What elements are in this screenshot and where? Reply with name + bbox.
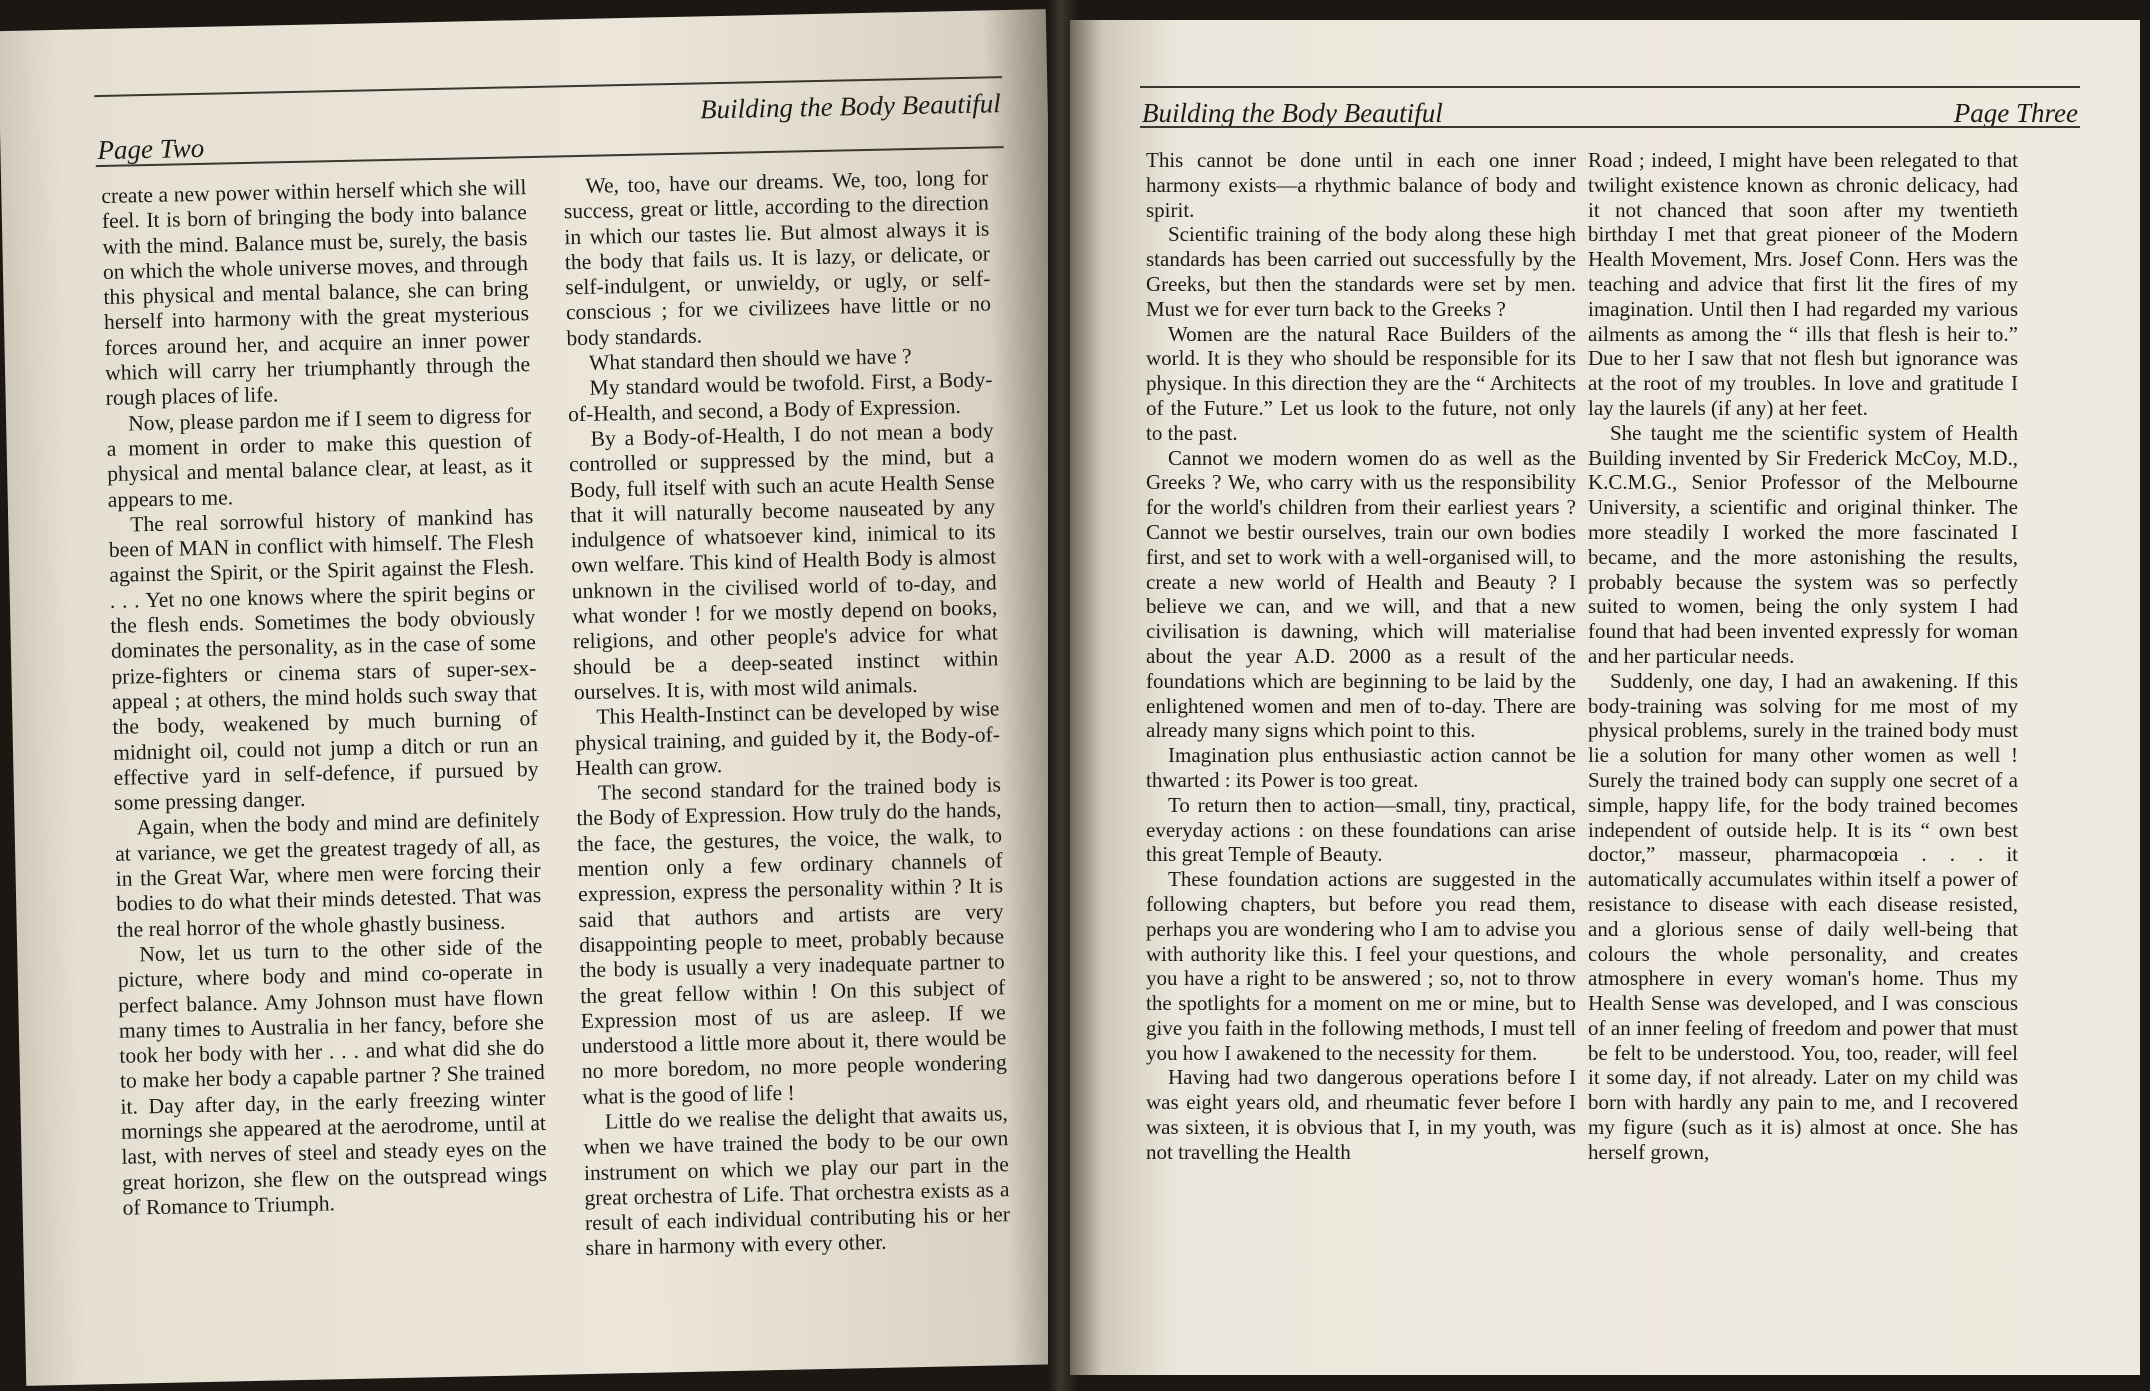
paragraph: Imagination plus enthusiastic action cannot be thwarted : its Power is too great. — [1146, 743, 1576, 792]
running-title: Building the Body Beautiful — [699, 88, 1001, 125]
paragraph: Cannot we modern women do as well as the Greeks ? We, who carry with us the responsibility for the world's children from their earliest years ? Cannot we bestir ourselves, train our own bodies first, and set to work with a well-organised will, to create a new world of Health and Beauty ? I believe we can, and we will, and that a new civilisation is dawning, which will materialise about the year A.D. 2000 as a result of the foundations which are beginning to be laid by the enlightened women and men of to-day. There are already many signs which point to this. — [1146, 445, 1576, 743]
paragraph: This Health-Instinct can be developed by wise physical training, and guided by it, the Body-of-Health can grow. — [574, 696, 1001, 781]
column-2 — [1588, 148, 2018, 1165]
column-2 — [563, 165, 1011, 1261]
paragraph: We, too, have our dreams. We, too, long for success, great or little, according to the direction in which our tastes lie. But almost always it is the body that fails us. It is lazy, or delicate, or self-indulgent, or unwieldy, or ugly, or self-conscious ; for we civilizees have little or no body standards. — [563, 165, 992, 351]
paragraph: Having had two dangerous operations before I was eight years old, and rheumatic fever before I was sixteen, it is obvious that I, in my youth, was not travelling the Health — [1146, 1065, 1576, 1164]
right-page-header — [1140, 68, 2080, 160]
left-page — [0, 9, 1074, 1386]
column-1 — [1146, 148, 1576, 1165]
paragraph: She taught me the scientific system of Health Building invented by Sir Frederick McCoy, M.D., K.C.M.G., Senior Professor of the Melbourne University, a scientific and original thinker. The more steadily I worked the more fascinated I became, and the more astonishing the results, probably because the system was so perfectly suited to women, being the only system I had found that had been invented expressly for woman and her particular needs. — [1588, 420, 2018, 668]
paragraph: Again, when the body and mind are definitely at variance, we get the greatest tragedy of all, as in the Great War, where men were forcing their bodies to do what their minds detested. That was the real horror of the whole ghastly business. — [114, 807, 542, 942]
paragraph: My standard would be twofold. First, a Body-of-Health, and second, a Body of Expression. — [567, 367, 993, 426]
paragraph: The real sorrowful history of mankind has been of MAN in conflict with himself. The Flesh against the Spirit, or the Spirit against the Flesh. . . . Yet no one knows where the spirit begins or the flesh ends. Sometimes the body obviously dominates the personality, as in the case of some prize-fighters or cinema stars of super-sex-appeal ; at others, the mind holds such sway that the body, weakened by much burning of midnight oil, could not jump a ditch or run an effective yard in self-defence, if pursued by some pressing danger. — [108, 503, 539, 815]
running-title: Building the Body Beautiful — [1142, 98, 1443, 128]
paragraph: Suddenly, one day, I had an awakening. If this body-training was solving for me most of my physical problems, surely in the trained body must lie a solution for many other women as well ! Surely the trained body can supply one secret of a simple, happy life, for the body trained becomes independent of outside help. It is its “ own best doctor,” masseur, pharmacopœia . . . it automatically accumulates within itself a power of resistance to disease with each disease resisted, and a glorious sense of daily well-being that colours the whole personality, and creates atmosphere in every woman's home. Thus my Health Sense was developed, and I was conscious of an inner feeling of freedom and power that must be felt to be understood. You, too, reader, will feel it some day, if not already. Later on my child was born with hardly any pain to me, and I recovered my figure (such as it is) almost at once. She has herself grown, — [1588, 668, 2018, 1164]
paragraph: Now, let us turn to the other side of the picture, where body and mind co-operate in perfect balance. Amy Johnson must have flown many times to Australia in her fancy, before she took her body with her . . . and what did she do to make her body a capable partner ? She trained it. Day after day, in the early freezing winter mornings she appeared at the aerodrome, until at last, with nerves of steel and steady eyes on the great horizon, she flew on the outspread wings of Romance to Triumph. — [117, 933, 548, 1220]
column-1 — [101, 175, 548, 1221]
page-number-label: Page Three — [1953, 98, 2078, 128]
paragraph: Scientific training of the body along these high standards has been carried out successfully by the Greeks, but then the standards were set by men. Must we for ever turn back to the Greeks ? — [1146, 222, 1576, 321]
paragraph: What standard then should we have ? — [588, 344, 912, 375]
header-rule-top — [1140, 86, 2080, 88]
paragraph: This cannot be done until in each one inner harmony exists—a rhythmic balance of body and spirit. — [1146, 148, 1576, 222]
page-number-label: Page Two — [97, 132, 205, 166]
paragraph: Road ; indeed, I might have been relegated to that twilight existence known as chronic delicacy, had it not chanced that soon after my twentieth birthday I met that great pioneer of the Modern Health Movement, Mrs. Josef Conn. Hers was the teaching and advice that first lit the fires of my imagination. Until then I had regarded my various ailments as among the “ ills that flesh is heir to.” Due to her I saw that not flesh but ignorance was at the root of my troubles. In love and gratitude I lay the laurels (if any) at her feet. — [1588, 148, 2018, 420]
right-page — [1070, 20, 2140, 1375]
header-rule-bottom — [1140, 126, 2080, 128]
paragraph: Women are the natural Race Builders of the world. It is they who should be responsible for its physique. In this direction they are the “ Architects of the Future.” Let us look to the future, not only to the past. — [1146, 321, 1576, 445]
paragraph: Now, please pardon me if I seem to digress for a moment in order to make this question of physical and mental balance clear, at least, as it appears to me. — [106, 402, 533, 512]
paragraph: create a new power within herself which she will feel. It is born of bringing the body into balance with the mind. Balance must be, surely, the basis on which the whole universe moves, and through this physical and mental balance, she can bring herself into harmony with the great mysterious forces around her, and acquire an inner power which will carry her triumphantly through the rough places of life. — [101, 175, 531, 411]
paragraph: These foundation actions are suggested in the following chapters, but before you read them, perhaps you are wondering who I am to advise you with authority like this. I feel your questions, and you have a right to be answered ; so, not to throw the spotlights for a moment on me or mine, but to give you faith in the following methods, I must tell you how I awakened to the necessity for them. — [1146, 867, 1576, 1065]
paragraph: The second standard for the trained body is the Body of Expression. How truly do the hands, the face, the gestures, the voice, the walk, to mention only a few ordinary channels of expression, express the personality within ? It is said that authors and artists are very disappointing people to meet, probably because the body is usually a very inadequate partner to the great fellow within ! On this subject of Expression most of us are asleep. If we understood a little more about it, there would be no more boredom, no more people wondering what is the good of life ! — [576, 772, 1008, 1109]
left-page-header — [94, 58, 1004, 169]
paragraph: By a Body-of-Health, I do not mean a body controlled or suppressed by the mind, but a Body, full itself with such an acute Health Sense that it will naturally become nauseated by any indulgence of whatsoever kind, inimical to its own welfare. This kind of Health Body is almost unknown in the civilised world of to-day, and what wonder ! for we mostly depend on books, religions, and other people's advice for what should be a deep-seated instinct within ourselves. It is, with most wild animals. — [568, 418, 999, 705]
paragraph: Little do we realise the delight that awaits us, when we have trained the body to be our own instrument on which we play our part in the great orchestra of Life. That orchestra exists as a result of each individual contributing his or her share in harmony with every other. — [583, 1101, 1011, 1261]
header-rule-bottom — [96, 146, 1004, 167]
paragraph: To return then to action—small, tiny, practical, everyday actions : on these foundations can arise this great Temple of Beauty. — [1146, 792, 1576, 867]
